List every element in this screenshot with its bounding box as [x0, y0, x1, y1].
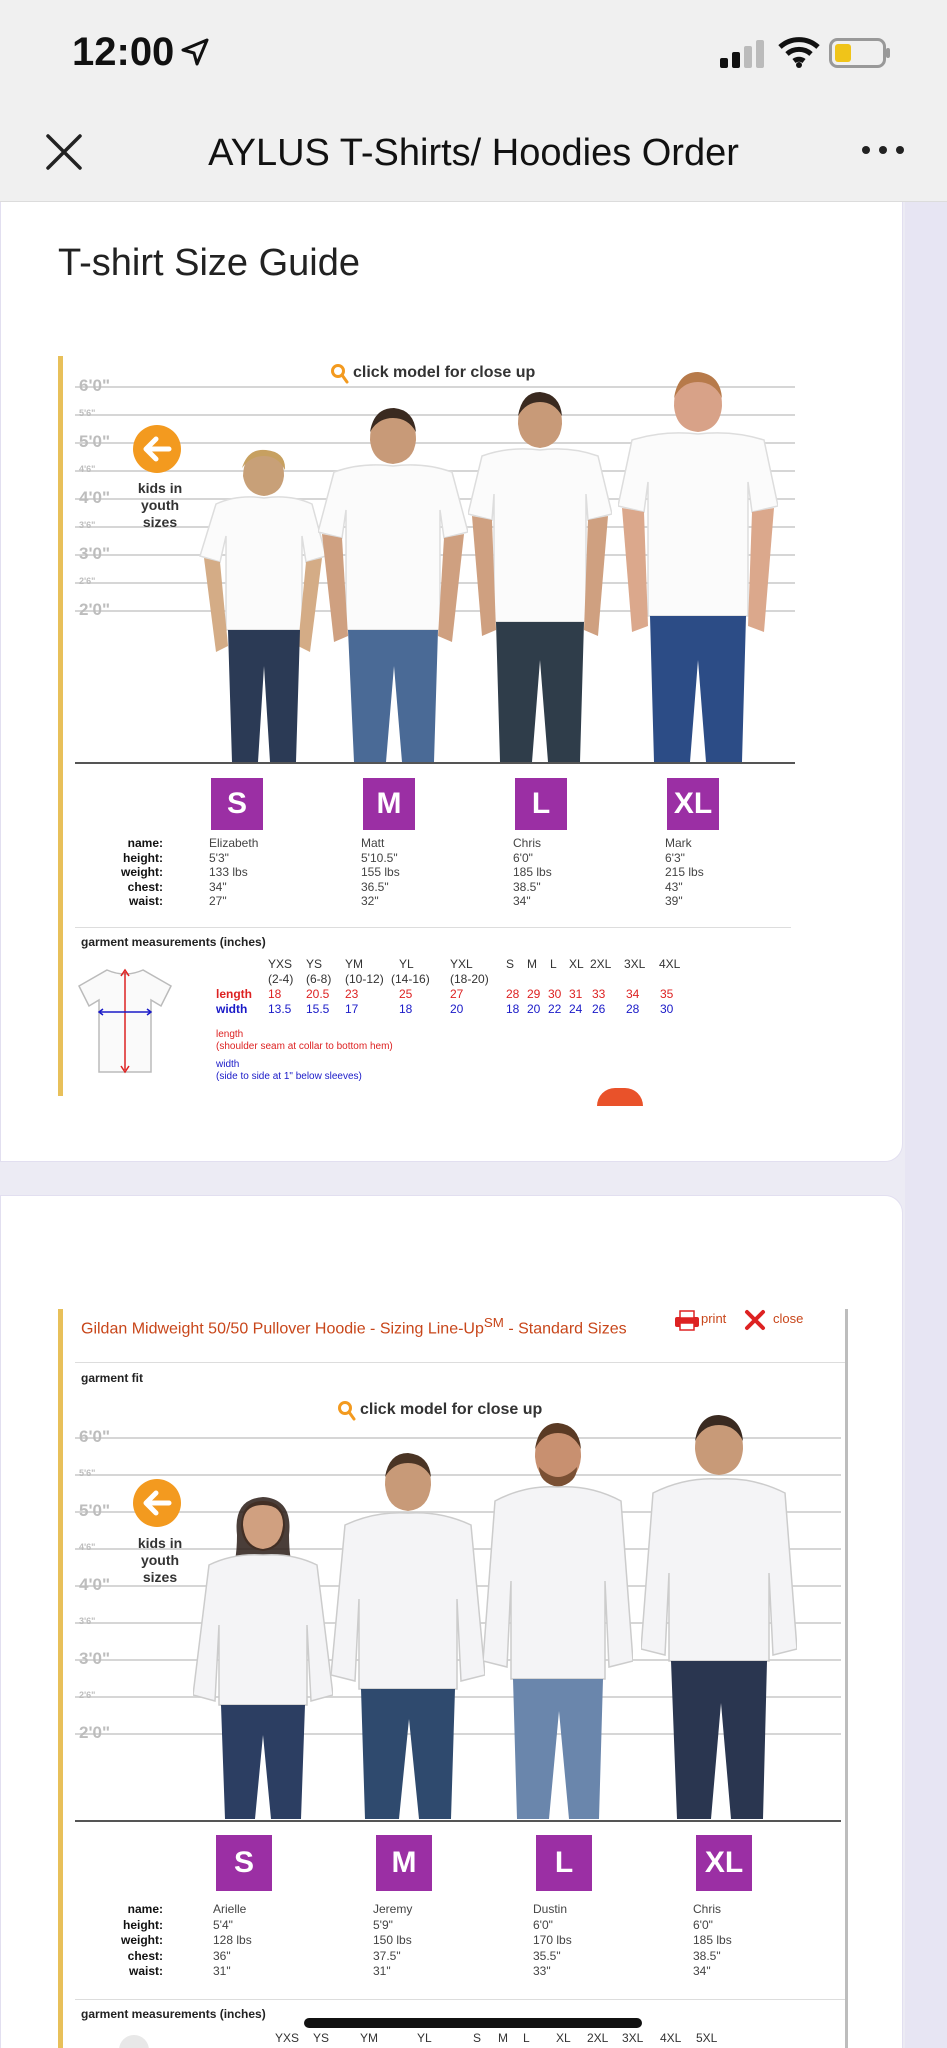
stat-name: Matt	[361, 836, 385, 850]
divider	[75, 1362, 845, 1363]
model-dustin[interactable]	[483, 1421, 633, 1821]
width-value: 30	[660, 1002, 674, 1016]
width-value: 13.5	[268, 1002, 292, 1016]
height-mark: 3'0"	[79, 544, 111, 563]
length-value: 29	[527, 987, 541, 1001]
age-range: (2-4)	[268, 972, 294, 986]
divider	[75, 1999, 845, 2000]
length-value: 18	[268, 987, 282, 1001]
model-matt[interactable]	[318, 406, 468, 764]
stat-label: weight:	[121, 1933, 163, 1947]
note-title: length	[216, 1029, 244, 1040]
nav-bar	[0, 110, 947, 202]
stat-height: 6'0"	[693, 1917, 713, 1932]
height-mark: 5'0"	[79, 432, 111, 451]
tshirt-size-chart-image[interactable]	[58, 356, 786, 1096]
size-badge-m: M	[363, 778, 415, 830]
status-time: 12:00	[72, 30, 175, 74]
width-value: 20	[450, 1002, 464, 1016]
length-note	[216, 1029, 393, 1053]
stat-name: Chris	[513, 836, 542, 850]
size-header: M	[527, 957, 537, 971]
kids-arrow-button[interactable]	[133, 425, 181, 473]
height-mark: 6'0"	[79, 376, 111, 395]
note-text: (side to side at 1" below sleeves)	[216, 1071, 362, 1082]
stat-waist: 33"	[533, 1964, 551, 1978]
size-badge-xl: XL	[667, 778, 719, 830]
size-header: 2XL	[590, 957, 612, 971]
stat-label: waist:	[128, 1964, 163, 1978]
tshirt-diagram-icon	[77, 964, 173, 1076]
divider	[75, 927, 791, 928]
width-row-label: width	[216, 1002, 248, 1016]
size-header: YS	[306, 957, 323, 971]
stat-chest: 37.5"	[373, 1948, 401, 1963]
print-link[interactable]: print	[701, 1311, 727, 1326]
stat-weight: 150 lbs	[373, 1933, 412, 1947]
stat-name: Dustin	[533, 1902, 568, 1916]
stat-waist: 27"	[209, 894, 227, 908]
stat-name: Jeremy	[373, 1902, 413, 1916]
battery-icon	[829, 38, 891, 68]
model-stats-chris	[513, 836, 552, 909]
stat-waist: 39"	[665, 894, 683, 908]
floor-line	[75, 762, 795, 764]
width-value: 15.5	[306, 1002, 330, 1016]
stat-height: 6'0"	[533, 1917, 553, 1932]
height-mark: 2'6"	[79, 576, 96, 586]
size-header: L	[523, 2031, 530, 2045]
stat-chest: 36"	[213, 1948, 231, 1963]
hoodie-size-guide-card	[0, 1195, 903, 2048]
size-header: XL	[569, 957, 584, 971]
model-chris[interactable]	[468, 390, 612, 764]
size-header: 5XL	[696, 2031, 718, 2045]
note-text: (shoulder seam at collar to bottom hem)	[216, 1041, 393, 1052]
model-stat-labels	[93, 1902, 163, 1980]
model-stats-arielle	[213, 1902, 252, 1980]
length-value: 33	[592, 987, 606, 1001]
card-title: T-shirt Size Guide	[58, 242, 360, 284]
stat-name: Chris	[693, 1902, 722, 1916]
wifi-icon	[778, 36, 820, 68]
kids-label-line: sizes	[142, 514, 178, 530]
stat-label: weight:	[121, 865, 163, 879]
length-value: 34	[626, 987, 640, 1001]
close-x-icon[interactable]	[744, 1309, 766, 1331]
width-value: 17	[345, 1002, 359, 1016]
page-title: AYLUS T-Shirts/ Hoodies Order	[208, 132, 739, 174]
size-header: YL	[417, 2031, 432, 2045]
stat-height: 5'3"	[209, 850, 229, 865]
size-badge-xl: XL	[696, 1835, 752, 1891]
size-header: YXS	[268, 957, 293, 971]
stat-weight: 155 lbs	[361, 865, 400, 879]
height-mark: 2'6"	[79, 1690, 96, 1700]
stat-label: chest:	[127, 1948, 163, 1963]
model-stats-chris	[693, 1902, 732, 1980]
click-hint: click model for close up	[360, 1401, 543, 1418]
stat-name: Mark	[665, 836, 692, 850]
stat-label: height:	[123, 1917, 163, 1932]
model-mark[interactable]	[618, 370, 778, 764]
size-header: YXS	[275, 2031, 300, 2045]
size-badge-s: S	[211, 778, 263, 830]
stat-chest: 38.5"	[513, 879, 541, 894]
height-mark: 6'0"	[79, 1427, 111, 1446]
size-header: XL	[556, 2031, 571, 2045]
size-header: 3XL	[622, 2031, 644, 2045]
length-value: 28	[506, 987, 520, 1001]
stat-weight: 215 lbs	[665, 865, 704, 879]
kids-label-line: youth	[140, 1552, 180, 1568]
left-arrow-icon	[133, 1479, 181, 1527]
close-icon[interactable]	[42, 130, 86, 174]
size-header: YM	[345, 957, 363, 971]
height-mark: 5'6"	[79, 1468, 96, 1478]
length-row-label: length	[216, 987, 252, 1001]
size-header: M	[498, 2031, 508, 2045]
kids-label-line: sizes	[142, 1569, 178, 1585]
width-value: 26	[592, 1002, 606, 1016]
height-mark: 3'0"	[79, 1649, 111, 1668]
model-stats-matt	[361, 836, 400, 909]
stat-waist: 34"	[513, 894, 531, 908]
stat-weight: 133 lbs	[209, 865, 248, 879]
kids-youth-sizes-link[interactable]	[125, 1535, 195, 1586]
location-arrow-icon	[180, 37, 210, 67]
age-range: (18-20)	[450, 972, 489, 986]
size-badge-m: M	[376, 1835, 432, 1891]
hoodie-chart-title	[81, 1313, 641, 1339]
size-header: L	[550, 957, 557, 971]
height-mark: 3'6"	[79, 520, 96, 530]
width-value: 18	[399, 1002, 413, 1016]
kids-arrow-button[interactable]	[133, 1479, 181, 1527]
height-mark: 3'6"	[79, 1616, 96, 1626]
model-elizabeth[interactable]	[198, 446, 328, 764]
kids-label-line: youth	[140, 497, 180, 513]
stat-chest: 35.5"	[533, 1948, 561, 1963]
length-value: 31	[569, 987, 583, 1001]
hoodie-title-main: Gildan Midweight 50/50 Pullover Hoodie - Sizing Line-Up	[81, 1320, 484, 1338]
height-mark: 4'6"	[79, 464, 96, 474]
stat-name: Elizabeth	[209, 836, 259, 850]
stat-chest: 38.5"	[693, 1948, 721, 1963]
garment-measurements-title: garment measurements (inches)	[81, 935, 266, 949]
stat-label: chest:	[127, 879, 163, 894]
model-chris-hoodie[interactable]	[641, 1413, 797, 1821]
hoodie-title-sup: SM	[483, 1315, 504, 1330]
size-header: 2XL	[587, 2031, 609, 2045]
length-value: 30	[548, 987, 562, 1001]
model-stats-mark	[665, 836, 704, 909]
stat-label: waist:	[128, 894, 163, 908]
size-header: S	[473, 2031, 482, 2045]
kids-label-line: kids in	[137, 480, 183, 496]
size-header: YXL	[450, 957, 473, 971]
stat-chest: 43"	[665, 879, 683, 894]
length-value: 20.5	[306, 987, 330, 1001]
kids-youth-sizes-link[interactable]	[125, 480, 195, 531]
stat-waist: 31"	[213, 1964, 231, 1978]
model-arielle[interactable]	[193, 1495, 333, 1821]
stat-weight: 128 lbs	[213, 1933, 252, 1947]
size-badge-s: S	[216, 1835, 272, 1891]
size-header: 4XL	[659, 957, 681, 971]
height-mark: 5'0"	[79, 1501, 111, 1520]
model-stats-dustin	[533, 1902, 572, 1980]
magnifier-icon	[331, 364, 349, 384]
stat-waist: 34"	[693, 1964, 711, 1978]
click-hint: click model for close up	[353, 364, 536, 381]
width-value: 24	[569, 1002, 583, 1016]
width-note	[216, 1059, 362, 1083]
hoodie-title-end: - Standard Sizes	[503, 1320, 627, 1338]
left-arrow-icon	[133, 425, 181, 473]
length-value: 27	[450, 987, 464, 1001]
width-value: 18	[506, 1002, 520, 1016]
width-value: 28	[626, 1002, 640, 1016]
stat-height: 5'10.5"	[361, 850, 398, 865]
garment-measurements-title: garment measurements (inches)	[81, 2007, 266, 2021]
print-icon[interactable]	[673, 1309, 701, 1331]
height-mark: 4'0"	[79, 1575, 111, 1594]
width-value: 22	[548, 1002, 562, 1016]
stat-chest: 34"	[209, 879, 227, 894]
height-mark: 4'0"	[79, 488, 111, 507]
hoodie-size-chart-image[interactable]	[58, 1309, 848, 2048]
floor-line	[75, 1820, 841, 1822]
model-stats-elizabeth	[209, 836, 258, 909]
length-value: 25	[399, 987, 413, 1001]
age-range: (14-16)	[391, 972, 430, 986]
garment-fit-label: garment fit	[81, 1371, 144, 1385]
stat-height: 6'3"	[665, 850, 685, 865]
width-value: 20	[527, 1002, 541, 1016]
kids-label-line: kids in	[137, 1535, 183, 1551]
close-link[interactable]: close	[773, 1311, 804, 1326]
stat-waist: 32"	[361, 894, 379, 908]
stat-height: 6'0"	[513, 850, 533, 865]
cellular-signal-icon	[720, 40, 768, 68]
stat-height: 5'4"	[213, 1917, 233, 1932]
stat-height: 5'9"	[373, 1917, 393, 1932]
more-options-icon[interactable]	[858, 140, 908, 160]
stat-weight: 185 lbs	[513, 865, 552, 879]
age-range: (10-12)	[345, 972, 384, 986]
size-header: 4XL	[660, 2031, 682, 2045]
size-header: YS	[313, 2031, 330, 2045]
tshirt-thumbnail	[119, 2035, 149, 2048]
length-value: 35	[660, 987, 674, 1001]
size-header: S	[506, 957, 515, 971]
model-stat-labels	[93, 836, 163, 909]
age-range: (6-8)	[306, 972, 332, 986]
stat-weight: 185 lbs	[693, 1933, 732, 1947]
size-header: YL	[399, 957, 414, 971]
status-bar	[0, 0, 947, 110]
stat-label: name:	[127, 1902, 163, 1916]
size-badge-l: L	[536, 1835, 592, 1891]
model-stats-jeremy	[373, 1902, 412, 1980]
size-header: 3XL	[624, 957, 646, 971]
height-mark: 5'6"	[79, 408, 96, 418]
stat-label: name:	[127, 836, 163, 850]
size-badge-l: L	[515, 778, 567, 830]
home-indicator[interactable]	[304, 2018, 642, 2028]
magnifier-icon	[338, 1401, 356, 1421]
stat-chest: 36.5"	[361, 879, 389, 894]
height-mark: 4'6"	[79, 1542, 96, 1552]
stat-label: height:	[123, 850, 163, 865]
height-mark: 2'0"	[79, 600, 111, 619]
height-mark: 2'0"	[79, 1723, 111, 1742]
note-title: width	[216, 1059, 240, 1070]
tshirt-size-guide-card	[0, 202, 903, 1162]
stat-name: Arielle	[213, 1902, 247, 1916]
model-jeremy[interactable]	[331, 1449, 485, 1821]
size-header: YM	[360, 2031, 378, 2045]
length-value: 23	[345, 987, 359, 1001]
background-strip	[905, 202, 947, 2048]
stat-waist: 31"	[373, 1964, 391, 1978]
stat-weight: 170 lbs	[533, 1933, 572, 1947]
